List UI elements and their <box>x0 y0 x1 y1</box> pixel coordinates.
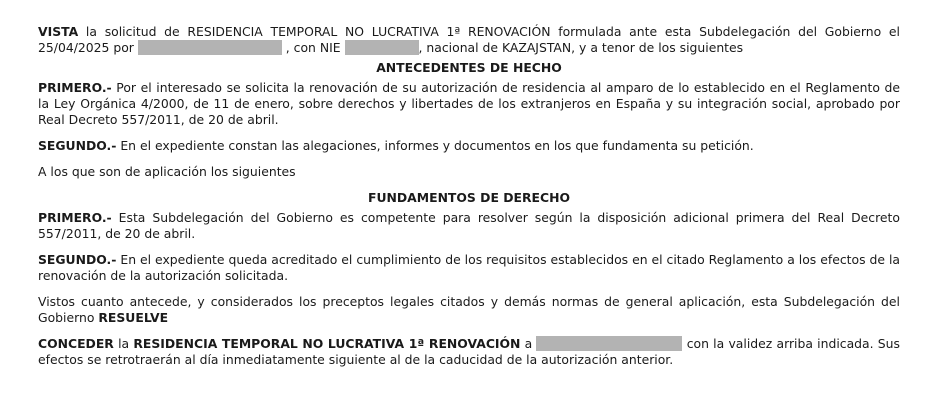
redacted-beneficiary <box>536 336 682 351</box>
fundamentos-segundo <box>38 252 900 284</box>
antecedentes-heading: ANTECEDENTES DE HECHO <box>376 60 562 75</box>
redacted-name <box>138 40 282 55</box>
vista-text-3: , nacional de KAZAJSTAN, y a tenor de los siguientes <box>418 40 744 55</box>
fundamentos-heading: FUNDAMENTOS DE DERECHO <box>368 190 570 205</box>
resuelve-label: RESUELVE <box>98 310 169 325</box>
vistos-paragraph <box>38 294 900 326</box>
antecedentes-segundo <box>38 138 900 154</box>
conceder-paragraph <box>38 336 900 368</box>
conceder-text-3: con la validez arriba indicada. Sus efectos se retrotraerán al día inmediatamente siguiente al de la caducidad de la autorización anterior. <box>38 336 900 367</box>
vista-lead: VISTA <box>38 24 79 39</box>
permit-type: RESIDENCIA TEMPORAL NO LUCRATIVA 1ª RENOVACIÓN <box>133 336 521 351</box>
fundamentos-segundo-label: SEGUNDO.- <box>38 252 117 267</box>
antecedentes-closing: A los que son de aplicación los siguientes <box>38 164 296 179</box>
fundamentos-primero-text: Esta Subdelegación del Gobierno es competente para resolver según la disposición adicional primera del Real Decreto 557/2011, de 20 de abril. <box>38 210 900 241</box>
fundamentos-primero-label: PRIMERO.- <box>38 210 112 225</box>
antecedentes-segundo-text: En el expediente constan las alegaciones, informes y documentos en los que fundamenta su petición. <box>116 138 754 153</box>
conceder-lead: CONCEDER <box>38 336 114 351</box>
antecedentes-primero <box>38 80 900 128</box>
redacted-nie <box>345 40 419 55</box>
vista-text-2: , con NIE <box>281 40 345 55</box>
vista-paragraph <box>38 24 900 56</box>
conceder-text-1: la <box>113 336 134 351</box>
vista-text-1: la solicitud de RESIDENCIA TEMPORAL NO LUCRATIVA 1ª RENOVACIÓN formulada ante esta Subdelegación del Gobierno el 25/04/2025 por <box>38 24 900 55</box>
resolution-document <box>38 24 900 378</box>
conceder-text-2: a <box>520 336 537 351</box>
antecedentes-primero-text: Por el interesado se solicita la renovación de su autorización de residencia al amparo de lo establecido en el Reglamento de la Ley Orgánica 4/2000, de 11 de enero, sobre derechos y libertades de los extranjeros en España y su integración social, aprobado por Real Decreto 557/2011, de 20 de abril. <box>38 80 900 127</box>
antecedentes-segundo-label: SEGUNDO.- <box>38 138 117 153</box>
antecedentes-primero-label: PRIMERO.- <box>38 80 112 95</box>
vistos-text: Vistos cuanto antecede, y considerados los preceptos legales citados y demás normas de general aplicación, esta Subdelegación del Gobierno <box>38 294 900 325</box>
fundamentos-segundo-text: En el expediente queda acreditado el cumplimiento de los requisitos establecidos en el citado Reglamento a los efectos de la renovación de la autorización solicitada. <box>38 252 900 283</box>
fundamentos-primero <box>38 210 900 242</box>
